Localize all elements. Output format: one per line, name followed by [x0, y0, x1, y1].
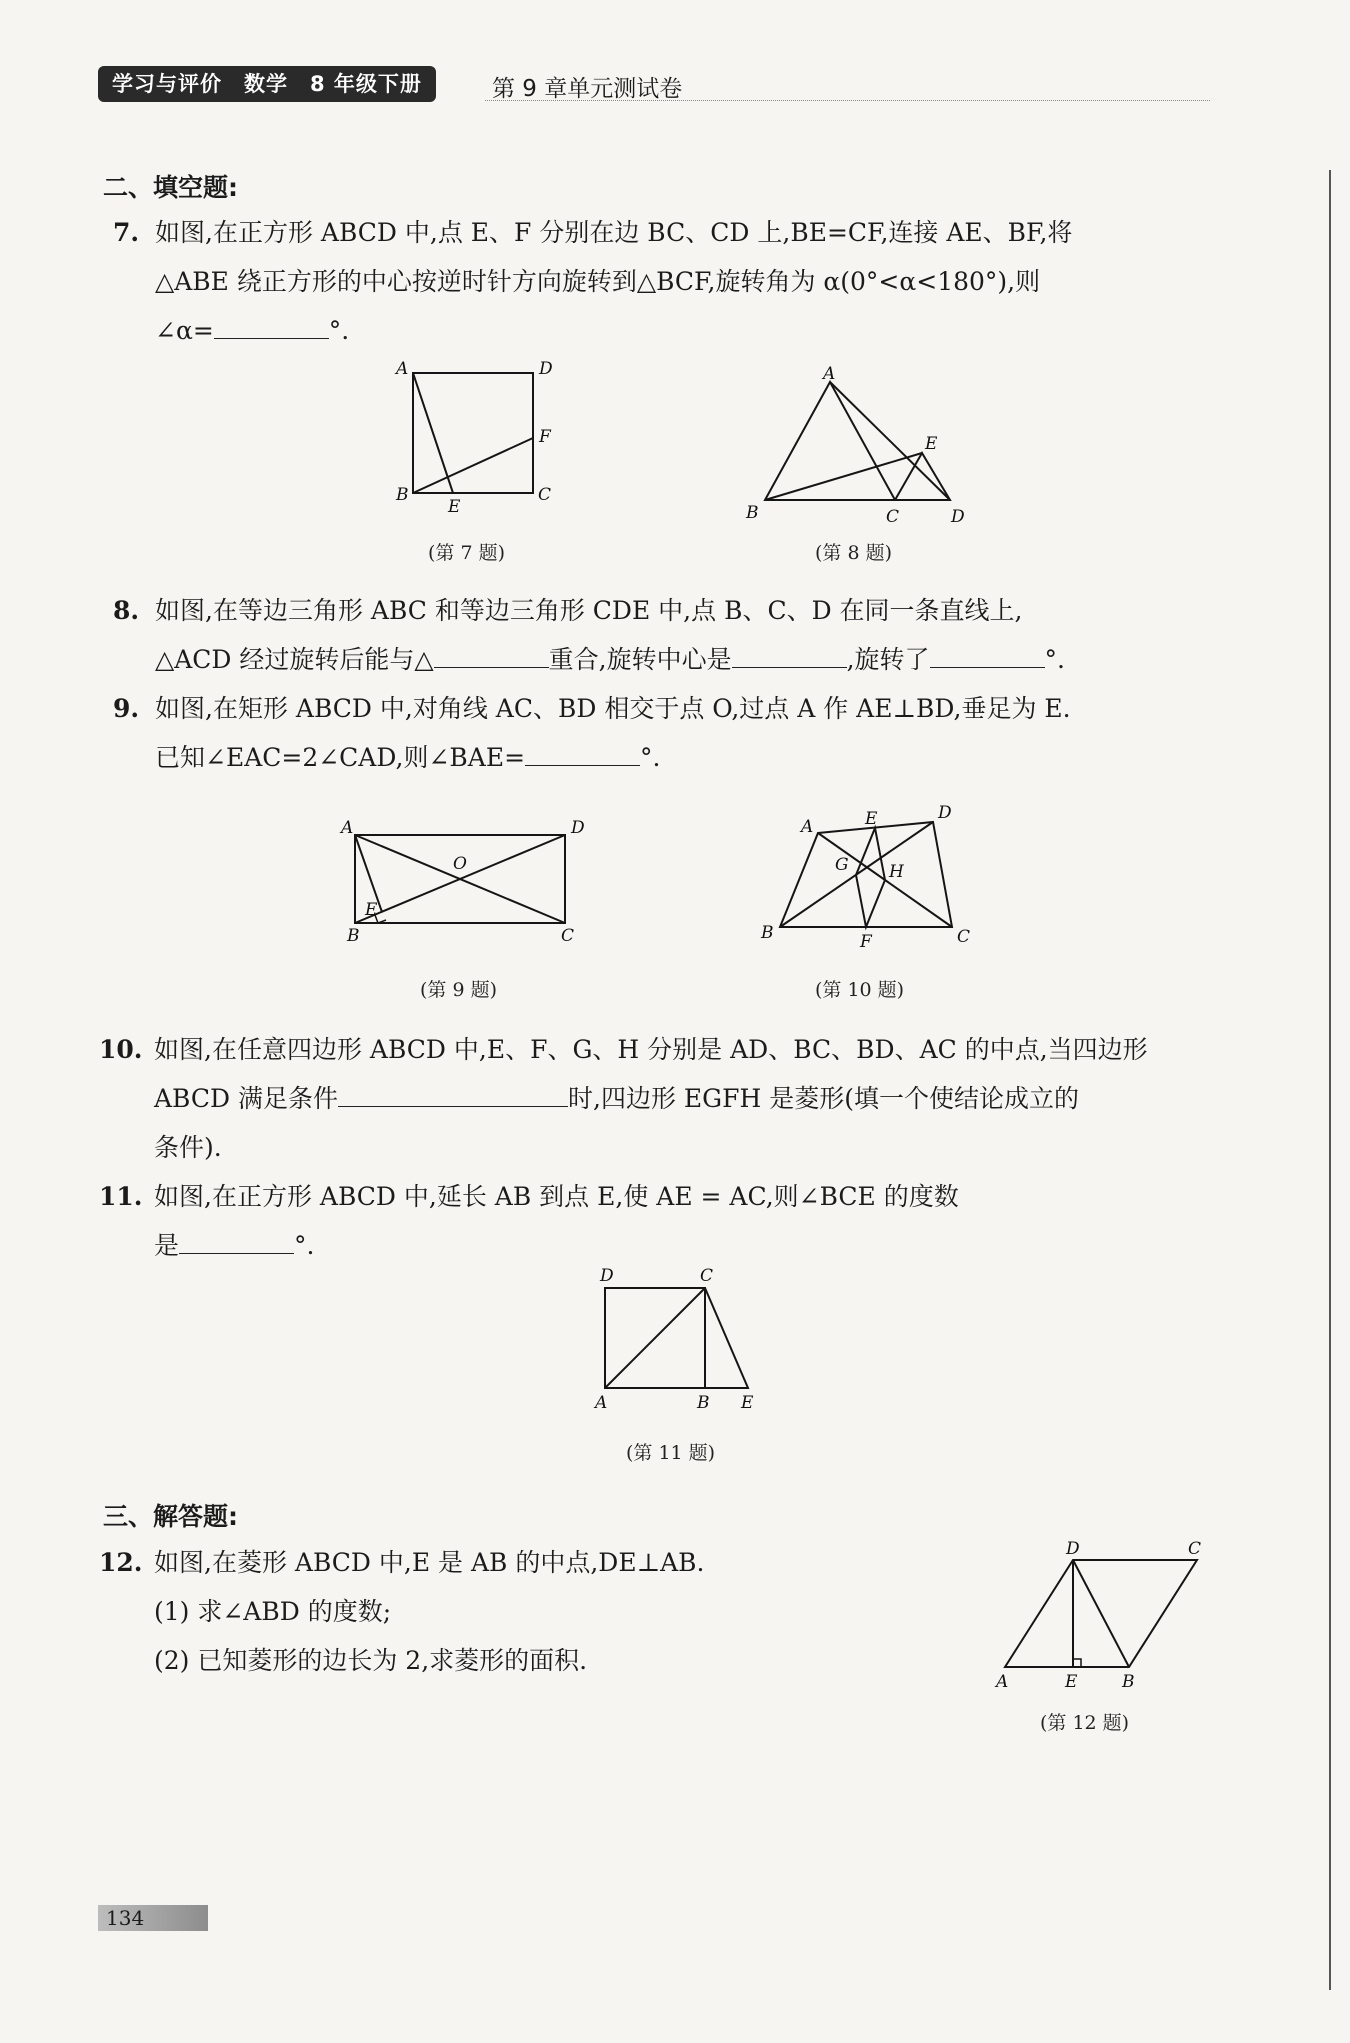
answer-blank[interactable]: [214, 314, 329, 339]
triangle-abc: [765, 382, 895, 500]
book-subject: 数学: [244, 72, 288, 96]
label-b: B: [1122, 1672, 1135, 1690]
q8-line2-a: △ACD 经过旋转后能与△: [155, 645, 434, 674]
q11-line2-b: °.: [294, 1231, 315, 1260]
label-g: G: [835, 855, 849, 875]
label-f: F: [860, 932, 872, 952]
figure-9-rectangle: [335, 815, 605, 950]
question-number: 11.: [99, 1182, 143, 1211]
answer-blank[interactable]: [434, 643, 549, 668]
answer-blank[interactable]: [732, 643, 847, 668]
label-d: D: [1066, 1540, 1080, 1559]
q8-line1: 如图,在等边三角形 ABC 和等边三角形 CDE 中,点 B、C、D 在同一条直线上,: [155, 596, 1023, 625]
figure-12-caption: (第 12 题): [1040, 1712, 1130, 1734]
label-d: D: [600, 1266, 614, 1286]
page-edge-line: [1329, 170, 1331, 1990]
page-number: 134: [98, 1905, 208, 1931]
figure-8-triangles: [740, 365, 980, 525]
label-b: B: [746, 503, 759, 523]
label-d: D: [938, 803, 952, 823]
q7-line2: △ABE 绕正方形的中心按逆时针方向旋转到△BCF,旋转角为 α(0°<α<180°),则: [155, 267, 1041, 296]
question-9: [113, 684, 1223, 782]
figure-11-caption: (第 11 题): [626, 1442, 716, 1464]
label-a: A: [823, 365, 836, 384]
label-e: E: [365, 900, 378, 920]
label-c: C: [561, 926, 575, 946]
label-e: E: [448, 497, 461, 515]
diagonal-bd: [1073, 1560, 1129, 1667]
q10-line2-b: 时,四边形 EGFH 是菱形(填一个使结论成立的: [568, 1084, 1079, 1113]
q7-line3-end: °.: [328, 316, 350, 345]
figure-10-quadrilateral: [755, 800, 975, 960]
chapter-title: 第 9 章单元测试卷: [492, 76, 683, 102]
figure-9-caption: (第 9 题): [420, 979, 497, 1001]
question-number: 8.: [113, 596, 140, 625]
q8-line2-c: ,旋转了: [846, 645, 930, 674]
label-h: H: [889, 862, 904, 882]
quadrilateral-abcd: [780, 822, 952, 927]
question-10: [99, 1025, 1224, 1172]
question-8: [113, 586, 1223, 684]
label-c: C: [886, 507, 900, 525]
question-11: [99, 1172, 1224, 1270]
figure-10-caption: (第 10 题): [815, 979, 905, 1001]
label-b: B: [347, 926, 360, 946]
label-a: A: [595, 1393, 608, 1413]
q12-part2: (2) 已知菱形的边长为 2,求菱形的面积.: [154, 1646, 588, 1675]
label-c: C: [538, 485, 552, 505]
book-grade: 8 年级下册: [310, 72, 422, 96]
q8-line2-b: 重合,旋转中心是: [548, 645, 732, 674]
square-abcd: [413, 373, 533, 493]
section-answer-title: 三、解答题:: [103, 1502, 238, 1531]
q9-line2-b: °.: [640, 743, 661, 772]
book-title-badge: [98, 66, 436, 102]
segment-ae: [413, 373, 453, 493]
label-a: A: [801, 817, 814, 837]
figure-11-square: [585, 1265, 775, 1415]
label-e: E: [1065, 1672, 1078, 1690]
label-c: C: [957, 927, 971, 947]
right-angle-mark: [1073, 1659, 1081, 1667]
q9-line2-a: 已知∠EAC=2∠CAD,则∠BAE=: [155, 743, 526, 772]
answer-blank[interactable]: [179, 1229, 294, 1254]
label-b: B: [396, 485, 409, 505]
question-7: [113, 208, 1223, 355]
question-12: [99, 1538, 899, 1685]
figure-8-caption: (第 8 题): [815, 542, 892, 564]
question-number: 9.: [113, 694, 140, 723]
label-f: F: [539, 427, 551, 447]
question-number: 7.: [113, 218, 140, 247]
q10-line2-a: ABCD 满足条件: [154, 1084, 339, 1113]
question-number: 12.: [99, 1548, 143, 1577]
label-a: A: [396, 360, 409, 379]
q11-line1: 如图,在正方形 ABCD 中,延长 AB 到点 E,使 AE = AC,则∠BCE 的度数: [154, 1182, 959, 1211]
answer-blank[interactable]: [338, 1082, 568, 1107]
segment-bf: [413, 438, 533, 493]
q10-line1: 如图,在任意四边形 ABCD 中,E、F、G、H 分别是 AD、BC、BD、AC 的中点,当四边形: [154, 1035, 1148, 1064]
diagonal-ac: [605, 1288, 705, 1388]
label-b: B: [697, 1393, 710, 1413]
q7-line3-start: ∠α=: [155, 316, 214, 345]
figure-7-caption: (第 7 题): [428, 542, 505, 564]
label-c: C: [700, 1266, 714, 1286]
figure-7-square: [390, 360, 570, 515]
header-divider: [485, 100, 1210, 101]
label-d: D: [951, 507, 965, 525]
label-a: A: [341, 818, 354, 838]
label-d: D: [571, 818, 585, 838]
label-b: B: [761, 923, 774, 943]
label-e: E: [865, 809, 878, 829]
q11-line2-a: 是: [154, 1231, 180, 1260]
q7-line1: 如图,在正方形 ABCD 中,点 E、F 分别在边 BC、CD 上,BE=CF,连接 AE、BF,将: [155, 218, 1073, 247]
q12-line1: 如图,在菱形 ABCD 中,E 是 AB 的中点,DE⊥AB.: [154, 1548, 705, 1577]
answer-blank[interactable]: [525, 741, 640, 766]
label-c: C: [1188, 1540, 1202, 1559]
label-o: O: [453, 854, 467, 874]
figure-12-rhombus: [990, 1540, 1220, 1690]
section-fill-in-title: 二、填空题:: [103, 173, 238, 202]
book-series: 学习与评价: [112, 72, 222, 96]
q9-line1: 如图,在矩形 ABCD 中,对角线 AC、BD 相交于点 O,过点 A 作 AE⊥BD,垂足为 E.: [155, 694, 1071, 723]
label-d: D: [539, 360, 553, 379]
label-a: A: [996, 1672, 1009, 1690]
answer-blank[interactable]: [930, 643, 1045, 668]
question-number: 10.: [99, 1035, 143, 1064]
label-e: E: [741, 1393, 754, 1413]
q12-part1: (1) 求∠ABD 的度数;: [154, 1597, 392, 1626]
q8-line2-d: °.: [1044, 645, 1065, 674]
segment-be-ce: [705, 1288, 748, 1388]
q10-line3: 条件).: [154, 1133, 222, 1162]
label-e: E: [925, 434, 938, 454]
